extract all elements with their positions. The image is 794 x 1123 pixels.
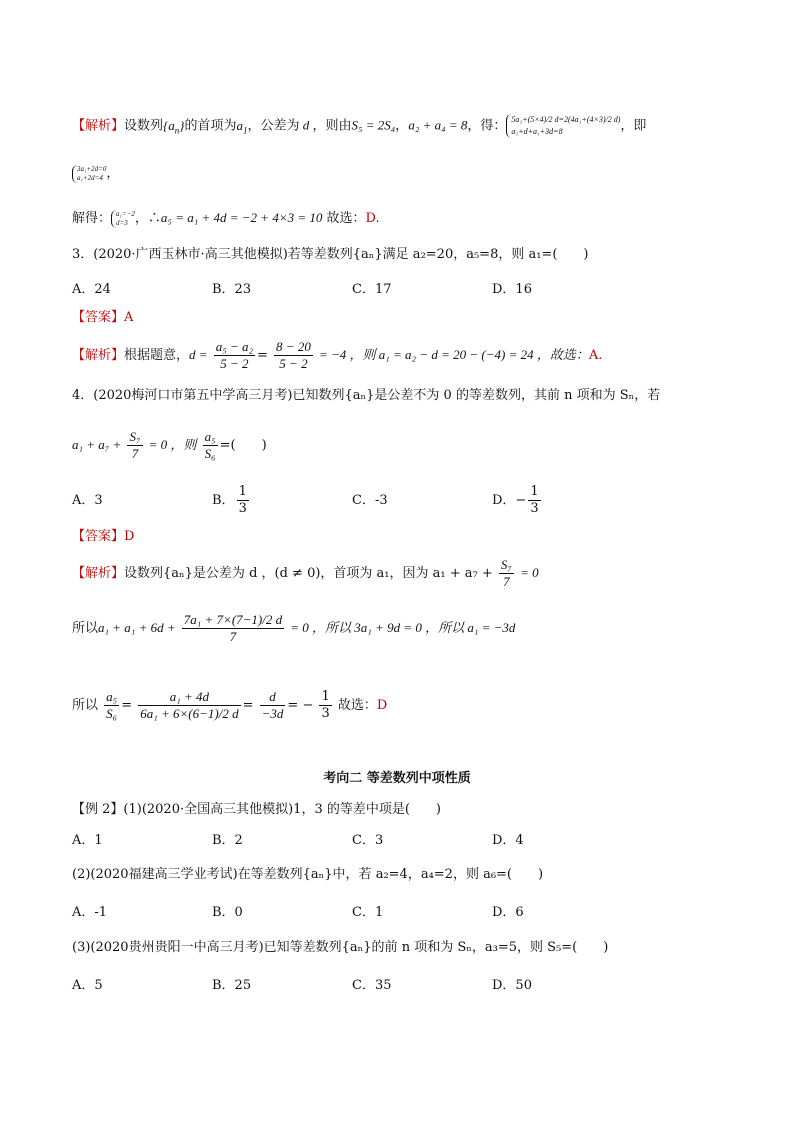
- fraction-d-formula: $\frac{\text{a₅ − a₂}}{5 - 2}$: [215, 339, 254, 371]
- ex2-q2-options: [72, 901, 632, 920]
- fraction-a5-s6: $\frac{\text{a₅}}{\text{S₆}}$: [204, 429, 216, 461]
- q4-options: [72, 484, 632, 518]
- fraction-s7-expanded: $\frac{\text{7a₁ + 7×(7−1)/2 d}}{7}$: [183, 612, 283, 644]
- fraction-one-third: $\frac{1}{3}$: [321, 689, 330, 721]
- q3-options: [72, 278, 632, 297]
- option-d: D．− $\frac{1}{3}$: [492, 484, 539, 516]
- option-b: B． $\frac{1}{3}$: [212, 484, 247, 516]
- section-title: 考向二 等差数列中项性质: [323, 771, 471, 786]
- option-b: B．23: [212, 282, 252, 297]
- equation-system-1: 5a₁+(5×4)/2 d=2(4a₁+(4×3)/2 d) a₁+d+a₁+3d=8: [506, 114, 620, 138]
- math-eq1: S₅ = 2S₄: [351, 117, 396, 133]
- answer-choice: D.: [365, 211, 380, 226]
- ex2-q3-options: [72, 974, 632, 993]
- option-d: D．4: [492, 833, 524, 848]
- option-b: B．0: [212, 905, 243, 920]
- option-d: D．6: [492, 905, 524, 920]
- equation-system-3: a₁=−2 d=3: [111, 210, 135, 228]
- analysis-paragraph-1: 【解析】设数列$\{a_n\}$的首项为$a_1$，公差为 d ，则由S₅ = 2S₄，a₂ + a₄ = 8，得： 5a₁+(5×4)/2 d=2(4a₁+(4×3)/2 d) a₁+d+a₁+3d=8 ，即: [72, 115, 647, 136]
- question-4-condition: a₁ + a₇ + $\frac{\text{S₇}}{7}$ = 0 ，则 $\frac{\text{a₅}}{\text{S₆}}$ =( ): [72, 429, 267, 461]
- option-c: C．1: [352, 905, 384, 920]
- example-2-q1: 【例 2】(1)(2020·全国高三其他模拟)1，3 的等差中项是( ): [72, 802, 441, 817]
- option-a: A．-1: [72, 905, 108, 920]
- analysis-paragraph-1b: 3a₁+2d=0 a₁+2d=4 ，: [72, 164, 734, 184]
- option-c: C．3: [352, 833, 384, 848]
- option-d: D．16: [492, 282, 532, 297]
- solve-line: 解得： a₁=−2 d=3 ，∴a₅ = a₁ + 4d = −2 + 4×3 = 10 故选：D.: [72, 209, 380, 227]
- fraction-ratio: $\frac{\text{a₁ + 4d}}{\text{6a₁ + 6×(6−1)/2 d}}$: [140, 689, 239, 721]
- option-a: A．3: [72, 493, 103, 508]
- q4-solution-3: 所以 $\frac{\text{a₅}}{\text{S₆}}$ = $\frac{\text{a₁ + 4d}}{\text{6a₁ + 6×(6−1)/2 d}}$ = $\frac{d}{-3d}$ = − $\frac{1}{3}$ 故选：D: [72, 689, 388, 721]
- q3-answer: 【答案】A: [72, 310, 134, 325]
- option-a: A．24: [72, 282, 111, 297]
- fraction-one-third: $\frac{1}{3}$: [238, 484, 247, 516]
- example-2-q3: (3)(2020贵州贵阳一中高三月考)已知等差数列{aₙ}的前 n 项和为 Sₙ，a₃=5，则 S₅=( ): [72, 940, 609, 955]
- option-c: C．-3: [352, 493, 388, 508]
- analysis-tag: 【解析】: [72, 118, 125, 134]
- option-b: B．2: [212, 833, 243, 848]
- option-c: C．35: [352, 978, 392, 993]
- option-b: B．25: [212, 978, 252, 993]
- option-a: A．1: [72, 833, 103, 848]
- q4-solution-1: 【解析】设数列{aₙ}是公差为 d ，(d ≠ 0)，首项为 a₁，因为 a₁ + a₇ + $\frac{\text{S₇}}{7}$ = 0: [72, 557, 539, 589]
- option-c: C．17: [352, 282, 392, 297]
- fraction-d-values: $\frac{8 - 20}{5 - 2}$: [276, 339, 311, 371]
- fraction-neg-one-third: $\frac{1}{3}$: [530, 484, 539, 516]
- ex2-q1-options: [72, 829, 632, 848]
- question-4: 4．(2020梅河口市第五中学高三月考)已知数列{aₙ}是公差不为 0 的等差数列，其前 n 项和为 Sₙ，若: [72, 388, 661, 403]
- equation-system-2: 3a₁+2d=0 a₁+2d=4: [72, 165, 106, 183]
- fraction-d-over-3d: $\frac{d}{-3d}$: [261, 689, 284, 721]
- seq-braces: $\{a_n\}$: [163, 117, 185, 136]
- fraction-s7: $\frac{\text{S₇}}{7}$: [129, 429, 141, 461]
- option-a: A．5: [72, 978, 103, 993]
- example-2-q2: (2)(2020福建高三学业考试)在等差数列{aₙ}中，若 a₂=4，a₄=2，则 a₆=( ): [72, 867, 544, 882]
- question-3: 3．(2020·广西玉林市·高三其他模拟)若等差数列{aₙ}满足 a₂=20，a₅=8，则 a₁=( ): [72, 247, 589, 262]
- q3-solution: 【解析】根据题意，d = $\frac{\text{a₅ − a₂}}{5 - 2}$ = $\frac{8 - 20}{5 - 2}$ = −4 ，则 a₁ = a₂ − d = 20 − (−4) = 24 ，故选：A.: [72, 339, 603, 371]
- math-eq2: a₂ + a₄ = 8: [408, 117, 468, 133]
- math-a5: a₅ = a₁ + 4d = −2 + 4×3 = 10: [160, 210, 323, 225]
- q4-answer: 【答案】D: [72, 529, 135, 544]
- fraction-s7: $\frac{\text{S₇}}{7}$: [500, 557, 512, 589]
- option-d: D．50: [492, 978, 532, 993]
- fraction-a5-s6: $\frac{\text{a₅}}{\text{S₆}}$: [106, 689, 118, 721]
- q4-solution-2: 所以a₁ + a₁ + 6d + $\frac{\text{7a₁ + 7×(7−1)/2 d}}{7}$ = 0 ，所以 3a₁ + 9d = 0 ，所以 a₁ = −3d: [72, 612, 516, 644]
